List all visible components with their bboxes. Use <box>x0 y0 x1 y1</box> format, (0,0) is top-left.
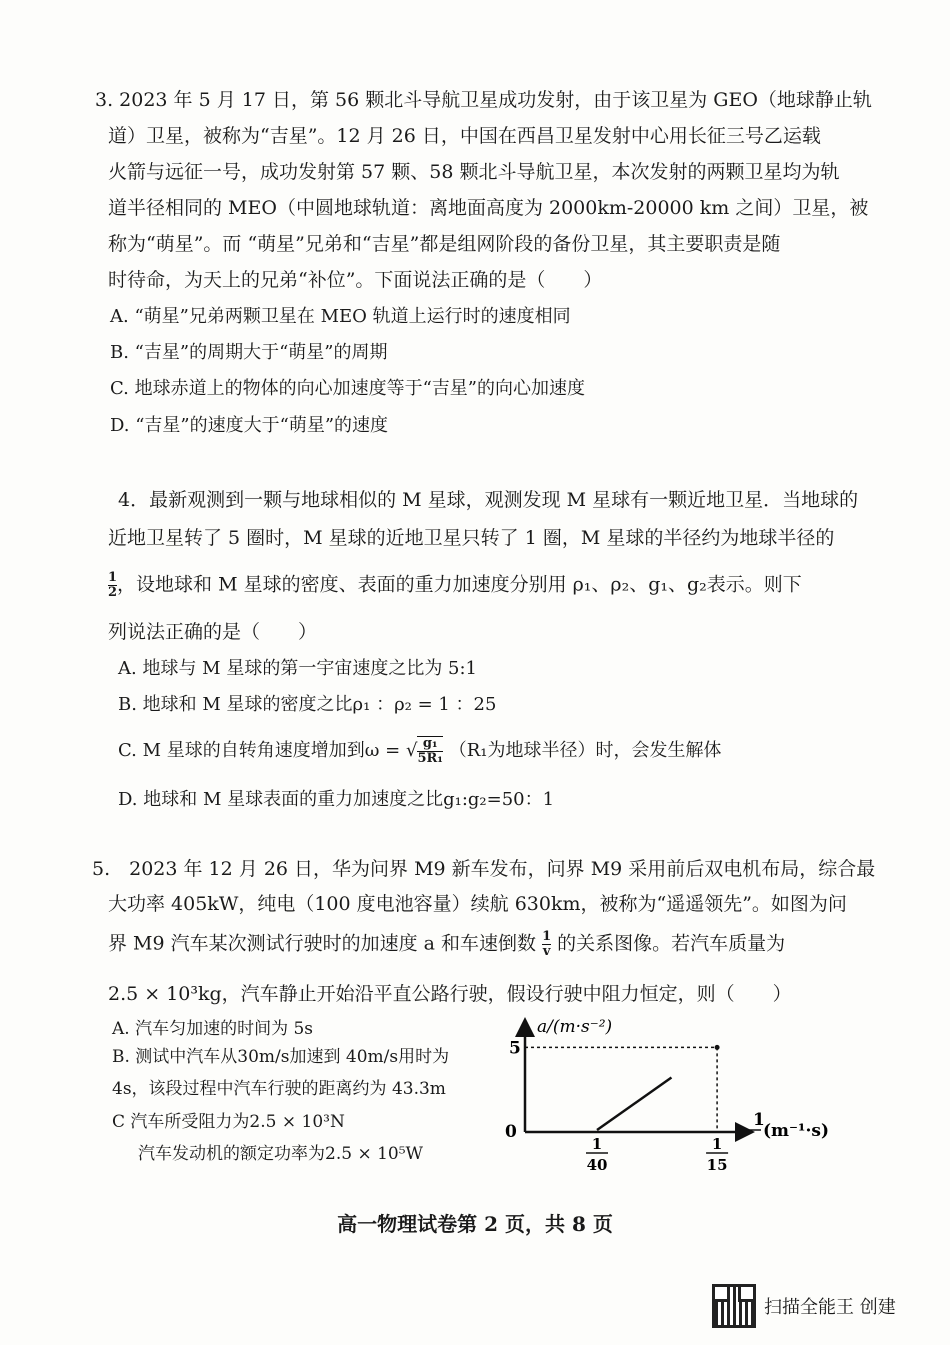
q3-line-2: 道）卫星，被称为“吉星”。12 月 26 日，中国在西昌卫星发射中心用长征三号乙运载 <box>108 125 821 147</box>
q3-option-d: D. “吉星”的速度大于“萌星”的速度 <box>110 415 389 436</box>
q3-option-c: C. 地球赤道上的物体的向心加速度等于“吉星”的向心加速度 <box>110 378 585 399</box>
q4-frac-num: 1 <box>108 570 118 585</box>
q5-option-d: 汽车发动机的额定功率为2.5 × 10⁵W <box>138 1144 424 1164</box>
q4-option-c <box>118 736 722 766</box>
q4-option-c-num: g₁ <box>422 736 438 751</box>
qr-code-icon <box>712 1284 756 1328</box>
q5-line-2: 大功率 405kW，纯电（100 度电池容量）续航 630km，被称为“遥遥领先”。如图为问 <box>108 893 847 915</box>
q4-line-3 <box>108 571 802 600</box>
q5-option-b-2: 4s，该段过程中汽车行驶的距离约为 43.3m <box>112 1079 446 1099</box>
q3-line-3: 火箭与远征一号，成功发射第 57 颗、58 颗北斗导航卫星，本次发射的两颗卫星均为轨 <box>108 161 840 183</box>
q3-line-4: 道半径相同的 MEO（中圆地球轨道：离地面高度为 2000km-20000 km 之间）卫星，被 <box>108 197 869 219</box>
q5-option-a: A. 汽车匀加速的时间为 5s <box>112 1019 314 1039</box>
q5-line-3 <box>108 930 785 959</box>
x-tick-2-den: 15 <box>706 1156 728 1174</box>
q4-option-c-pre: C. M 星球的自转角速度增加到ω = <box>118 740 401 761</box>
q4-option-c-den: 5R₁ <box>417 751 443 766</box>
q4-option-c-post: （R₁为地球半径）时，会发生解体 <box>448 740 722 761</box>
origin-label: 0 <box>505 1122 517 1142</box>
q4-option-b: B. 地球和 M 星球的密度之比ρ₁ ：ρ₂ = 1 ：25 <box>118 694 497 715</box>
q4-fraction <box>108 571 117 600</box>
x-axis-label-unit: (m⁻¹·s) <box>763 1121 829 1141</box>
q3-line-5: 称为“萌星”。而 “萌星”兄弟和“吉星”都是组网阶段的备份卫星，其主要职责是随 <box>108 233 781 255</box>
q4-frac-den: 2 <box>108 585 118 600</box>
x-tick-1-num: 1 <box>591 1135 603 1153</box>
q4-line-2: 近地卫星转了 5 圈时，M 星球的近地卫星只转了 1 圈，M 星球的半径约为地球半径的 <box>108 527 835 549</box>
acceleration-graph <box>495 1010 840 1180</box>
q5-frac-num: 1 <box>542 929 552 944</box>
x-axis-label-num: 1 <box>753 1110 765 1130</box>
q3-option-b: B. “吉星”的周期大于“萌星”的周期 <box>110 342 388 363</box>
q5-line-3-post: 的关系图像。若汽车质量为 <box>557 932 786 955</box>
q3-line-6: 时待命，为天上的兄弟“补位”。下面说法正确的是（ ） <box>108 269 603 291</box>
q5-option-c: C 汽车所受阻力为2.5 × 10³N <box>112 1112 345 1132</box>
data-series-line <box>597 1078 671 1130</box>
q4-option-a: A. 地球与 M 星球的第一宇宙速度之比为 5:1 <box>118 658 478 679</box>
q3-option-a: A. “萌星”兄弟两颗卫星在 MEO 轨道上运行时的速度相同 <box>110 306 571 327</box>
q4-line-4: 列说法正确的是（ ） <box>108 621 318 643</box>
x-tick-1-den: 40 <box>586 1156 608 1174</box>
sqrt-symbol: √ $\frac{\text{g₁}}{\text{5R₁}}$ <box>405 736 443 766</box>
q4-option-d: D. 地球和 M 星球表面的重力加速度之比g₁:g₂=50：1 <box>118 789 555 810</box>
data-point-end <box>715 1045 720 1050</box>
y-axis-label: a/(m·s⁻²) <box>537 1017 613 1037</box>
q5-line-1: 5. 2023 年 12 月 26 日，华为问界 M9 新车发布，问界 M9 采用前后双电机布局，综合最 <box>92 858 876 880</box>
scanner-watermark <box>712 1284 896 1328</box>
q5-fraction <box>542 930 551 959</box>
q3-line-1: 3. 2023 年 5 月 17 日，第 56 颗北斗导航卫星成功发射，由于该卫星为 GEO（地球静止轨 <box>95 89 872 111</box>
q5-option-b-1: B. 测试中汽车从30m/s加速到 40m/s用时为 <box>112 1047 450 1067</box>
x-tick-2-num: 1 <box>711 1135 723 1153</box>
q4-line-1: 4．最新观测到一颗与地球相似的 M 星球，观测发现 M 星球有一颗近地卫星．当地球的 <box>118 489 859 511</box>
y-tick-label: 5 <box>509 1038 521 1059</box>
q5-frac-den: v <box>542 944 551 959</box>
q5-line-4: 2.5 × 10³kg，汽车静止开始沿平直公路行驶，假设行驶中阻力恒定，则（ ） <box>108 983 792 1005</box>
q4-line-3-text: ，设地球和 M 星球的密度、表面的重力加速度分别用 ρ₁、ρ₂、g₁、g₂表示。则下 <box>117 573 802 596</box>
page-footer: 高一物理试卷第 2 页，共 8 页 <box>337 1212 613 1236</box>
scanner-text: 扫描全能王 创建 <box>764 1297 896 1318</box>
q5-line-3-pre: 界 M9 汽车某次测试行驶时的加速度 a 和车速倒数 <box>108 932 537 955</box>
